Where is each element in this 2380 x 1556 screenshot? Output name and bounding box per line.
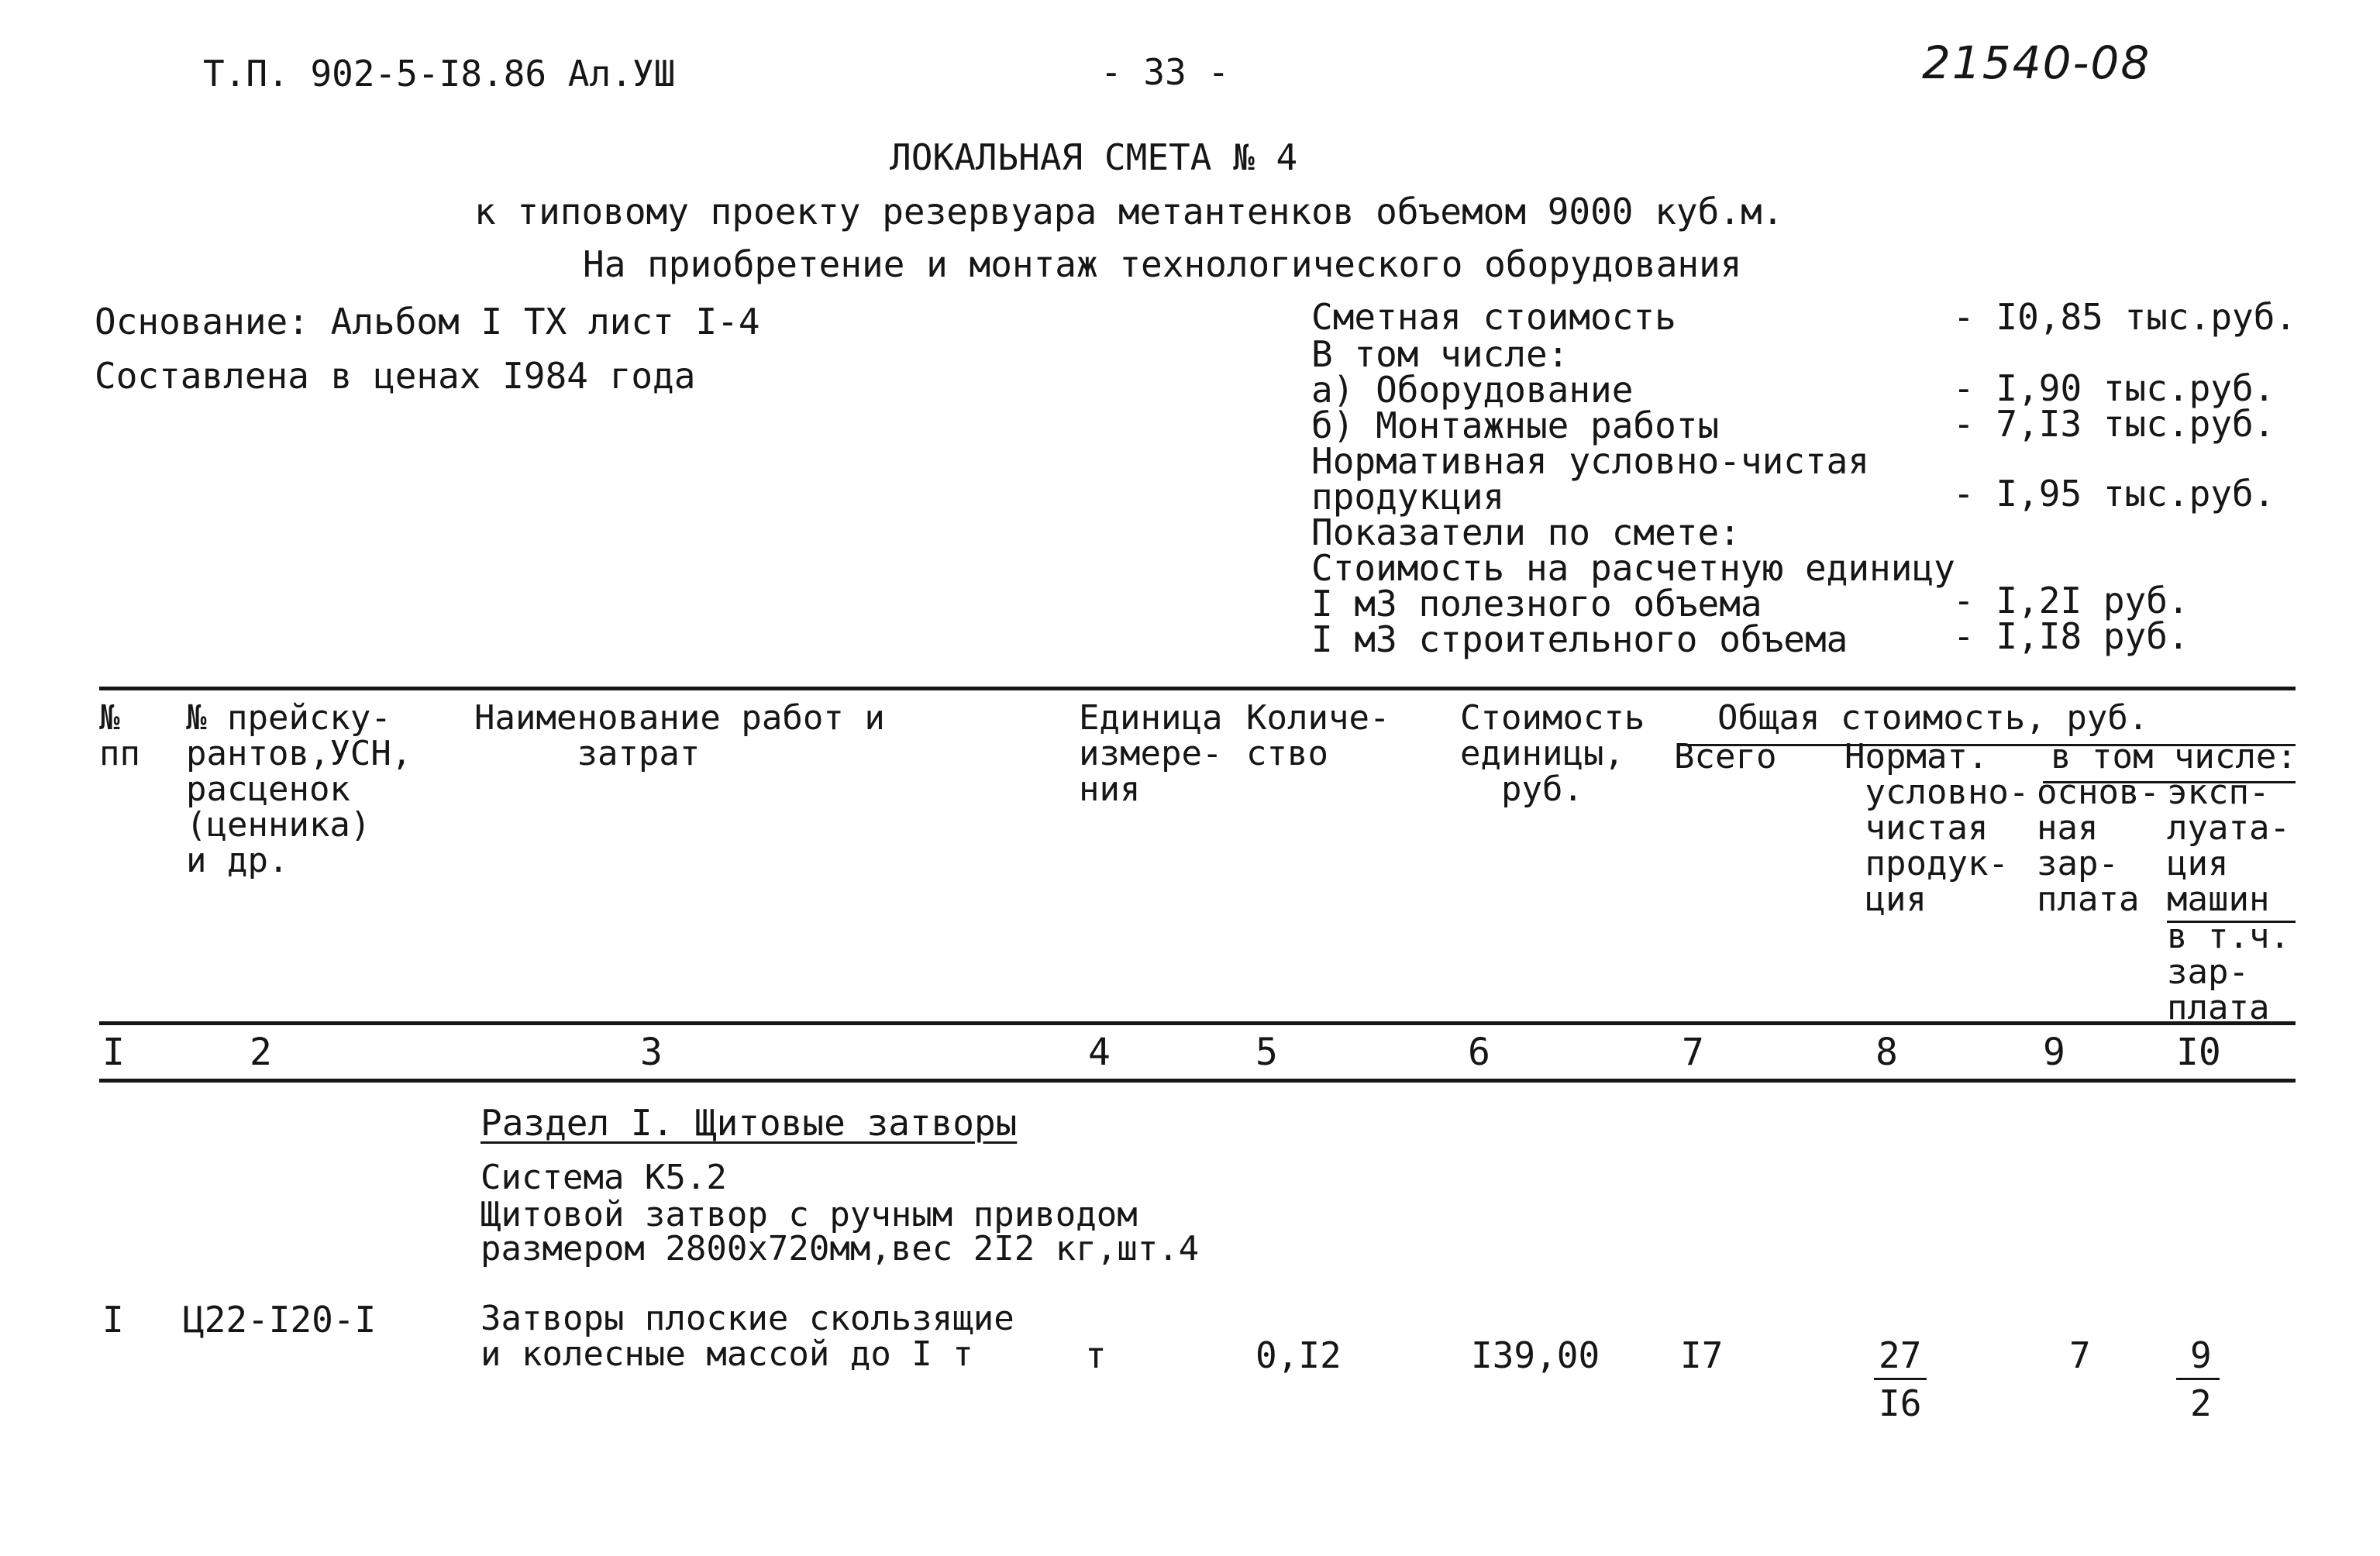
- col-header-total-group: Общая стоимость, руб.: [1717, 698, 2149, 738]
- row-machines-top: 9: [2190, 1334, 2212, 1376]
- estimated-cost-label: Сметная стоимость: [1311, 296, 1676, 338]
- indicators-label: Показатели по смете:: [1311, 511, 1741, 553]
- col-header-machines-salary: в т.ч. зар- плата: [2167, 917, 2290, 1028]
- equipment-label: а) Оборудование: [1311, 369, 1634, 411]
- row-net-output-top: 27: [1879, 1334, 1922, 1376]
- column-number: 9: [2043, 1031, 2065, 1074]
- row-quantity: 0,I2: [1255, 1334, 1342, 1376]
- row-total: I7: [1680, 1334, 1724, 1376]
- col-header-unit: Единица измере- ния: [1079, 698, 1223, 809]
- including-label: В том числе:: [1311, 333, 1569, 375]
- row-unit-cost: I39,00: [1471, 1334, 1600, 1376]
- section-description: Щитовой затвор с ручным приводом: [480, 1195, 1138, 1234]
- row-work-name: и колесные массой до I т: [480, 1334, 973, 1374]
- estimate-purpose: На приобретение и монтаж технологического оборудования: [583, 243, 1742, 285]
- section-title: Раздел I. Щитовые затворы: [480, 1102, 1018, 1144]
- installation-label: б) Монтажные работы: [1311, 404, 1720, 446]
- useful-volume-value: - I,2I руб.: [1953, 580, 2189, 621]
- net-output-value: - I,95 тыс.руб.: [1953, 473, 2275, 515]
- equipment-value: - I,90 тыс.руб.: [1953, 367, 2275, 409]
- building-volume-label: I м3 строительного объема: [1311, 618, 1848, 660]
- col-header-net-output: Нормат. условно- чистая продук- ция: [1844, 737, 2030, 919]
- handwritten-reference: 21540-08: [1922, 36, 2151, 89]
- section-system: Система К5.2: [480, 1158, 727, 1197]
- col-header-quantity: Количе- ство: [1246, 698, 1390, 773]
- column-number: I0: [2176, 1031, 2221, 1074]
- row-number: I: [102, 1299, 124, 1341]
- fraction-line: [2176, 1378, 2220, 1380]
- col-header-pricelist: № прейску- рантов,УСН, расценок (ценника) и др.: [186, 698, 412, 880]
- unit-cost-label: Стоимость на расчетную единицу: [1311, 547, 1955, 589]
- page-number: - 33 -: [1100, 51, 1230, 93]
- column-number: 3: [640, 1031, 663, 1074]
- column-number: I: [102, 1031, 125, 1074]
- net-output-label-2: продукция: [1311, 476, 1505, 518]
- column-number: 7: [1682, 1031, 1704, 1074]
- row-unit: т: [1085, 1334, 1107, 1376]
- basis-line: Основание: Альбом I ТХ лист I-4: [95, 301, 760, 343]
- project-code: Т.П. 902-5-I8.86 Ал.УШ: [203, 53, 676, 95]
- col-header-total: Всего: [1674, 737, 1777, 776]
- estimated-cost-value: - I0,85 тыс.руб.: [1953, 296, 2297, 338]
- building-volume-value: - I,I8 руб.: [1953, 615, 2189, 657]
- column-number: 8: [1875, 1031, 1898, 1074]
- estimate-title: ЛОКАЛЬНАЯ СМЕТА № 4: [890, 136, 1298, 178]
- col-header-including-group: в том числе:: [2051, 737, 2297, 776]
- column-number: 2: [250, 1031, 272, 1074]
- header-bottom-rule: [99, 1021, 2296, 1025]
- useful-volume-label: I м3 полезного объема: [1311, 583, 1762, 625]
- col-header-number: № пп: [99, 698, 140, 773]
- col-header-salary: основ- ная зар- плата: [2037, 773, 2160, 919]
- section-description: размером 2800х720мм,вес 2I2 кг,шт.4: [480, 1229, 1200, 1269]
- col-header-unit-cost: Стоимость единицы, руб.: [1460, 698, 1645, 809]
- column-number: 4: [1088, 1031, 1111, 1074]
- col-header-work-name: Наименование работ и затрат: [474, 698, 885, 773]
- table-top-rule: [99, 687, 2296, 690]
- row-machines-bottom: 2: [2190, 1382, 2212, 1424]
- price-level-line: Составлена в ценах I984 года: [95, 355, 696, 397]
- column-number-rule: [99, 1079, 2296, 1083]
- estimate-subtitle: к типовому проекту резервуара метантенков объемом 9000 куб.м.: [474, 191, 1784, 232]
- net-output-label: Нормативная условно-чистая: [1311, 440, 1870, 482]
- column-number: 6: [1468, 1031, 1490, 1074]
- row-salary: 7: [2069, 1334, 2091, 1376]
- row-net-output-bottom: I6: [1879, 1382, 1922, 1424]
- column-number: 5: [1255, 1031, 1278, 1074]
- installation-value: - 7,I3 тыс.руб.: [1953, 403, 2275, 445]
- fraction-line: [1874, 1378, 1927, 1380]
- row-pricelist-code: Ц22-I20-I: [183, 1299, 377, 1341]
- row-work-name: Затворы плоские скользящие: [480, 1299, 1014, 1338]
- col-header-machines: эксп- луата- ция машин: [2167, 773, 2290, 919]
